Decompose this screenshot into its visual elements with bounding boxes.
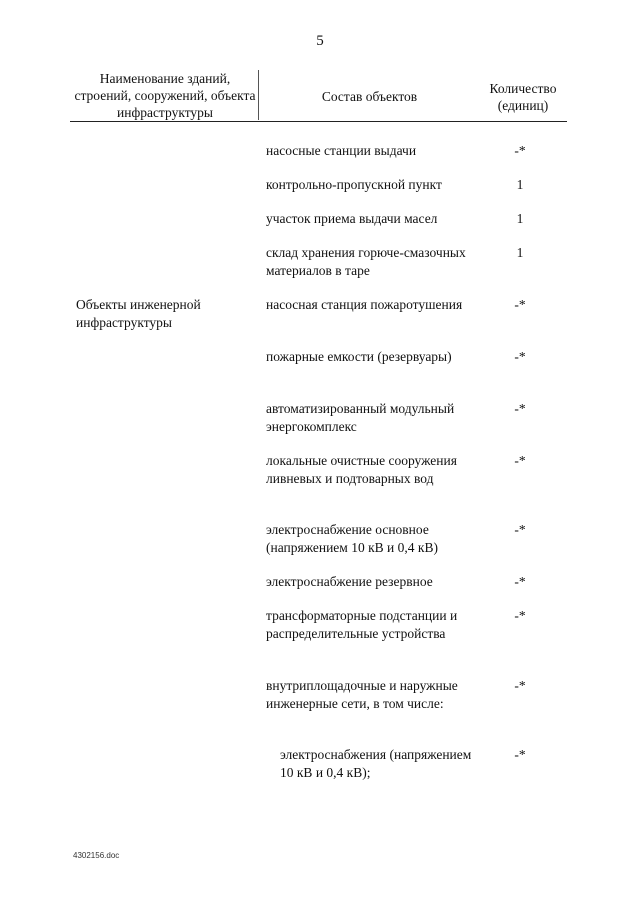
table-row-item: участок приема выдачи масел: [266, 211, 438, 226]
table-row-quantity: -*: [514, 401, 526, 416]
table-row-item: электроснабжение резервное: [266, 574, 433, 589]
table-row-quantity: -*: [514, 453, 526, 468]
table-row-quantity: -*: [514, 143, 526, 158]
table-row-quantity: -*: [514, 678, 526, 693]
table-row-quantity: -*: [514, 297, 526, 312]
table-row-item: локальные очистные сооружения ливневых и подтоварных вод: [266, 453, 457, 486]
table-row-item: пожарные емкости (резервуары): [266, 349, 452, 364]
table-row-item: автоматизированный модульный энергокомплекс: [266, 401, 455, 434]
table-row-quantity: 1: [516, 177, 524, 192]
table-row-quantity: -*: [514, 608, 526, 623]
table-row-item: насосная станция пожаротушения: [266, 297, 463, 312]
header-building-name: Наименование зданий, строений, сооружений, объекта инфраструктуры: [74, 71, 256, 120]
category-engineering-infrastructure: Объекты инженерной инфраструктуры: [76, 297, 201, 330]
table-row-item: насосные станции выдачи: [266, 143, 417, 158]
table-row-quantity: -*: [514, 522, 526, 537]
table-row-item: склад хранения горюче-смазочных материалов в таре: [266, 245, 466, 278]
table-row-quantity: -*: [514, 747, 526, 762]
table-row-subitem: электроснабжения (напряжением 10 кВ и 0,4 кВ);: [280, 747, 472, 780]
table-row-quantity: -*: [514, 349, 526, 364]
footer-filename: 4302156.doc: [73, 851, 120, 860]
table-row-quantity: 1: [516, 211, 524, 226]
header-divider: [258, 70, 259, 120]
table-row-item: электроснабжение основное (напряжением 10 кВ и 0,4 кВ): [266, 522, 438, 555]
header-rule: [70, 121, 567, 122]
page-number: 5: [316, 33, 324, 49]
table-row-quantity: -*: [514, 574, 526, 589]
header-quantity: Количество (единиц): [489, 81, 557, 113]
table-row-item: контрольно-пропускной пункт: [266, 177, 442, 192]
table-row-item: трансформаторные подстанции и распределительные устройства: [266, 608, 458, 641]
table-row-quantity: 1: [516, 245, 524, 260]
table-row-item: внутриплощадочные и наружные инженерные сети, в том числе:: [266, 678, 458, 711]
header-composition: Состав объектов: [321, 89, 418, 104]
